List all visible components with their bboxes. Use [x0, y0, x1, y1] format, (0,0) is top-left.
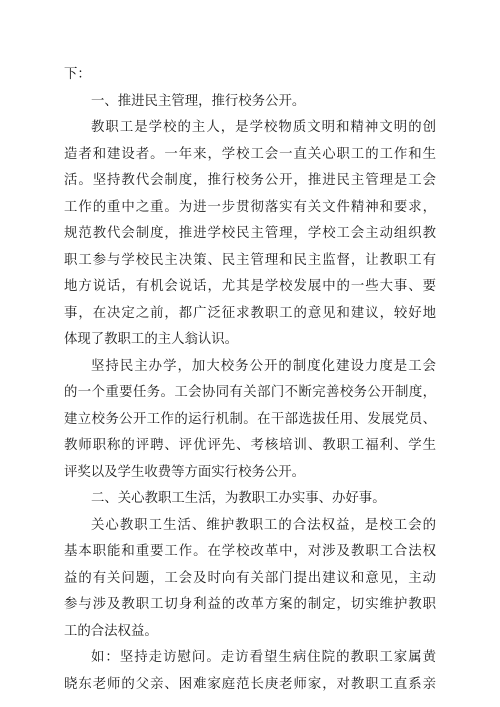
text-line: 的一个重要任务。工会协同有关部门不断完善校务公开制度， — [64, 385, 436, 400]
text-line: 工作的重中之重。为进一步贯彻落实有关文件精神和要求， — [64, 199, 436, 215]
text-line: 规范教代会制度，推进学校民主管理，学校工会主动组织教 — [64, 226, 436, 241]
text-line: 参与涉及教职工切身利益的改革方案的制定，切实维护教职 — [64, 597, 436, 612]
text-line: 教职工是学校的主人，是学校物质文明和精神文明的创 — [91, 120, 436, 135]
text-line: 事，在决定之前，都广泛征求教职工的意见和建议，较好地 — [64, 305, 436, 321]
text-line: 造者和建设者。一年来，学校工会一直关心职工的工作和生 — [64, 146, 436, 162]
text-line: 职工参与学校民主决策、民主管理和民主监督，让教职工有 — [64, 252, 436, 268]
text-line: 关心教职工生活、维护教职工的合法权益，是校工会的 — [91, 517, 436, 533]
text-line: 一、推进民主管理，推行校务公开。 — [91, 93, 306, 109]
text-line: 教师职称的评聘、评优评先、考核培训、教职工福利、学生 — [64, 438, 436, 453]
text-line: 二、关心教职工生活，为教职工办实事、办好事。 — [91, 491, 386, 506]
text-line: 晓东老师的父亲、困难家庭范长庚老师家，对教职工直系亲 — [64, 676, 436, 692]
text-line: 益的有关问题，工会及时向有关部门提出建议和意见，主动 — [64, 570, 436, 586]
text-line: 坚持民主办学，加大校务公开的制度化建设力度是工会 — [91, 358, 436, 374]
text-line: 评奖以及学生收费等方面实行校务公开。 — [64, 464, 306, 480]
text-line: 工的合法权益。 — [64, 623, 158, 639]
text-line: 活。坚持教代会制度，推行校务公开，推进民主管理是工会 — [64, 173, 436, 188]
text-line: 建立校务公开工作的运行机制。在干部选拔任用、发展党员、 — [64, 411, 436, 427]
text-line: 基本职能和重要工作。在学校改革中，对涉及教职工合法权 — [64, 544, 436, 559]
text-line: 下： — [64, 67, 91, 82]
text-line: 体现了教职工的主人翁认识。 — [64, 332, 239, 347]
document-body — [64, 62, 436, 698]
text-line: 如：坚持走访慰问。走访看望生病住院的教职工家属黄 — [91, 650, 436, 665]
text-line: 地方说话，有机会说话，尤其是学校发展中的一些大事、要 — [64, 279, 436, 294]
